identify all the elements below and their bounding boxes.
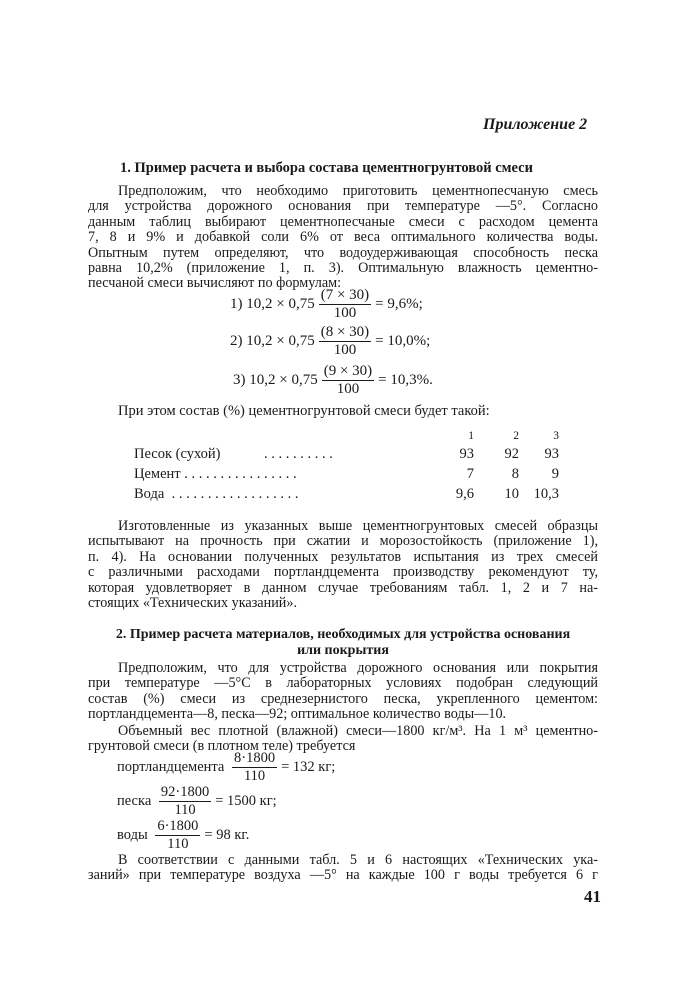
text-line: состав (%) смеси из среднезернистого песка, укрепленного цементом:: [88, 690, 598, 707]
formula-3: [233, 363, 433, 398]
section2-paragraph3: [88, 853, 598, 884]
material-label: песка: [117, 793, 152, 809]
row-label: Цемент . . . . . . . . . . . . . . . .: [134, 466, 297, 482]
formula-number: 3): [233, 372, 246, 388]
formula-lhs: 10,2 × 0,75: [246, 333, 315, 349]
text-line: Предположим, что для устройства дорожного основания или покрытия: [118, 660, 598, 676]
row-label: Вода . . . . . . . . . . . . . . . . . .: [134, 486, 299, 502]
formula-1: [230, 287, 423, 322]
material-label: портландцемента: [117, 759, 225, 775]
text-line: равна 10,2% (приложение 1, п. 3). Оптимальную влажность цементно-: [88, 259, 598, 276]
text-line: при температуре —5°С в лабораторных условиях подобран следующий: [88, 675, 598, 692]
cell-value: 9,6: [455, 486, 474, 502]
fraction-denominator: 110: [243, 768, 266, 784]
fraction-denominator: 100: [336, 381, 360, 397]
section1-paragraph1: [88, 184, 598, 292]
text-line: заний» при температуре воздуха —5° на каждые 100 г воды требуется 6 г: [88, 867, 598, 884]
text-line: портландцемента—8, песка—92; оптимальное количество воды—10.: [88, 706, 507, 723]
text-line: грунтовой смеси (в плотном теле) требуется: [88, 738, 356, 755]
text-line: Изготовленные из указанных выше цементногрунтовых смесей образцы: [118, 518, 598, 534]
formula-fraction: [319, 287, 371, 322]
formula-result: = 10,3%.: [378, 372, 433, 388]
column-header: 1: [468, 430, 474, 442]
text-line: Объемный вес плотной (влажной) смеси—1800 кг/м³. На 1 м³ цементно-: [118, 723, 598, 739]
text-line: которая удовлетворяет в данном случае требованиям табл. 1, 2 и 7 на-: [88, 579, 598, 596]
material-label: воды: [117, 827, 148, 843]
formula-number: 1): [230, 296, 243, 312]
column-header: 3: [553, 430, 559, 442]
section2-title: [88, 627, 598, 659]
text-line: Опытным путем определяют, что водоудерживающая способность песка: [88, 244, 598, 261]
text-line: В соответствии с данными табл. 5 и 6 настоящих «Технических ука-: [118, 852, 598, 868]
page-number: 41: [584, 887, 601, 906]
text-line: для устройства дорожного основания при температуре —5°. Согласно: [88, 198, 598, 215]
fraction-denominator: 100: [333, 342, 357, 358]
text-line: стоящих «Технических указаний».: [88, 594, 298, 611]
fraction-denominator: 110: [174, 802, 196, 818]
table-intro: При этом состав (%) цементногрунтовой смеси будет такой:: [118, 403, 490, 419]
material-fraction: [159, 784, 211, 819]
text-line: песчаной смеси вычисляют по формулам:: [88, 275, 342, 292]
fraction-numerator: (9 × 30): [323, 363, 373, 379]
fraction-denominator: 110: [167, 836, 189, 852]
cell-value: 10: [504, 486, 519, 502]
section1-paragraph2: [88, 519, 598, 611]
cell-value: 7: [466, 466, 474, 482]
material-calc-sand: [117, 784, 277, 819]
table-row: [134, 446, 564, 466]
formula-fraction: [322, 363, 374, 398]
text-line: с различными расходами портландцемента производству рекомендуют ту,: [88, 564, 598, 581]
material-result: = 132 кг;: [281, 759, 336, 775]
formula-lhs: 10,2 × 0,75: [246, 296, 315, 312]
fraction-numerator: 6·1800: [157, 818, 199, 834]
section2-title-line: 2. Пример расчета материалов, необходимых для устройства основания: [115, 627, 571, 642]
material-fraction: [155, 818, 200, 853]
cell-value: 93: [544, 446, 559, 462]
material-result: = 1500 кг;: [215, 793, 277, 809]
section2-paragraph1: [88, 661, 598, 723]
section1-title: 1. Пример расчета и выбора состава цементногрунтовой смеси: [120, 160, 533, 176]
table-row: [134, 486, 564, 506]
cell-value: 9: [551, 466, 559, 482]
appendix-label: Приложение 2: [483, 116, 588, 133]
material-calc-cement: [117, 750, 335, 785]
table-row: [134, 466, 564, 486]
formula-number: 2): [230, 333, 243, 349]
fraction-denominator: 100: [333, 305, 357, 321]
text-line: 7, 8 и 9% и добавкой соли 6% от веса оптимального количества воды.: [88, 229, 598, 246]
fraction-numerator: (7 × 30): [320, 287, 370, 303]
cell-value: 92: [504, 446, 519, 462]
row-label: Песок (сухой) . . . . . . . . . .: [134, 446, 333, 462]
column-header: 2: [513, 430, 519, 442]
section2-title-line: или покрытия: [297, 643, 389, 658]
text-line: данным таблиц выбирают цементнопесчаные смеси с расходом цемента: [88, 213, 598, 230]
material-result: = 98 кг.: [204, 827, 250, 843]
cell-value: 10,3: [533, 486, 559, 502]
material-fraction: [232, 750, 277, 785]
cell-value: 93: [459, 446, 474, 462]
formula-lhs: 10,2 × 0,75: [249, 372, 318, 388]
text-line: п. 4). На основании полученных результатов испытания из трех смесей: [88, 548, 598, 565]
formula-result: = 10,0%;: [375, 333, 431, 349]
formula-fraction: [319, 324, 371, 359]
text-line: испытывают на прочность при сжатии и морозостойкость (приложение 1),: [88, 533, 598, 550]
fraction-numerator: 92·1800: [160, 784, 210, 800]
text-line: Предположим, что необходимо приготовить цементнопесчаную смесь: [118, 183, 598, 199]
formula-result: = 9,6%;: [375, 296, 423, 312]
fraction-numerator: 8·1800: [234, 750, 276, 766]
fraction-numerator: (8 × 30): [320, 324, 370, 340]
material-calc-water: [117, 818, 249, 853]
cell-value: 8: [511, 466, 519, 482]
formula-2: [230, 324, 430, 359]
